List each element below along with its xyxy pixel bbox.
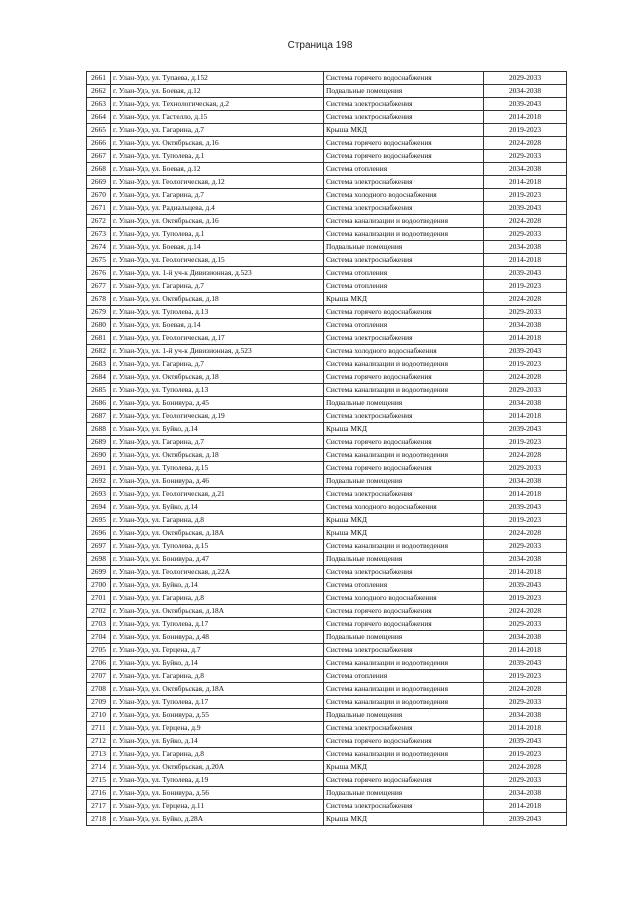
system-cell: Система канализации и водоотведения	[324, 748, 484, 761]
row-number-cell: 2677	[87, 280, 111, 293]
row-number-cell: 2704	[87, 631, 111, 644]
row-number-cell: 2668	[87, 163, 111, 176]
system-cell: Система холодного водоснабжения	[324, 592, 484, 605]
period-cell: 2029-2033	[484, 774, 567, 787]
system-cell: Подвальные помещения	[324, 553, 484, 566]
row-number-cell: 2709	[87, 696, 111, 709]
table-row	[87, 566, 567, 579]
table-row	[87, 644, 567, 657]
period-cell: 2034-2038	[484, 85, 567, 98]
table-row	[87, 683, 567, 696]
table-row	[87, 514, 567, 527]
system-cell: Система горячего водоснабжения	[324, 137, 484, 150]
address-cell: г. Улан-Удэ, ул. Боевая, д.14	[111, 319, 324, 332]
system-cell: Система электроснабжения	[324, 202, 484, 215]
period-cell: 2034-2038	[484, 319, 567, 332]
period-cell: 2034-2038	[484, 163, 567, 176]
system-cell: Система канализации и водоотведения	[324, 696, 484, 709]
row-number-cell: 2707	[87, 670, 111, 683]
system-cell: Крыша МКД	[324, 423, 484, 436]
system-cell: Система электроснабжения	[324, 410, 484, 423]
address-cell: г. Улан-Удэ, ул. Буйко, д.14	[111, 657, 324, 670]
system-cell: Система горячего водоснабжения	[324, 605, 484, 618]
period-cell: 2039-2043	[484, 267, 567, 280]
row-number-cell: 2703	[87, 618, 111, 631]
system-cell: Система электроснабжения	[324, 566, 484, 579]
system-cell: Система электроснабжения	[324, 111, 484, 124]
table-row	[87, 241, 567, 254]
row-number-cell: 2674	[87, 241, 111, 254]
table-row	[87, 696, 567, 709]
row-number-cell: 2702	[87, 605, 111, 618]
table-row	[87, 228, 567, 241]
page-title: Страница 198	[287, 40, 353, 51]
row-number-cell: 2706	[87, 657, 111, 670]
period-cell: 2024-2028	[484, 449, 567, 462]
system-cell: Система горячего водоснабжения	[324, 371, 484, 384]
address-cell: г. Улан-Удэ, ул. Бонивура, д.48	[111, 631, 324, 644]
table-row	[87, 527, 567, 540]
table-row	[87, 436, 567, 449]
system-cell: Система горячего водоснабжения	[324, 774, 484, 787]
system-cell: Система холодного водоснабжения	[324, 189, 484, 202]
row-number-cell: 2693	[87, 488, 111, 501]
row-number-cell: 2661	[87, 72, 111, 85]
system-cell: Система отопления	[324, 670, 484, 683]
row-number-cell: 2682	[87, 345, 111, 358]
table-row	[87, 267, 567, 280]
row-number-cell: 2662	[87, 85, 111, 98]
address-cell: г. Улан-Удэ, ул. Туполева, д.13	[111, 306, 324, 319]
system-cell: Система отопления	[324, 280, 484, 293]
period-cell: 2039-2043	[484, 813, 567, 826]
period-cell: 2029-2033	[484, 228, 567, 241]
table-row	[87, 85, 567, 98]
address-cell: г. Улан-Удэ, ул. Герцена, д.11	[111, 800, 324, 813]
table-row	[87, 332, 567, 345]
row-number-cell: 2698	[87, 553, 111, 566]
row-number-cell: 2699	[87, 566, 111, 579]
period-cell: 2014-2018	[484, 800, 567, 813]
table-row	[87, 319, 567, 332]
period-cell: 2014-2018	[484, 722, 567, 735]
table-row	[87, 579, 567, 592]
address-cell: г. Улан-Удэ, ул. Геологическая, д.19	[111, 410, 324, 423]
table-row	[87, 657, 567, 670]
system-cell: Система горячего водоснабжения	[324, 436, 484, 449]
address-cell: г. Улан-Удэ, ул. Гагарина, д.7	[111, 189, 324, 202]
period-cell: 2034-2038	[484, 553, 567, 566]
row-number-cell: 2718	[87, 813, 111, 826]
period-cell: 2024-2028	[484, 761, 567, 774]
row-number-cell: 2687	[87, 410, 111, 423]
period-cell: 2034-2038	[484, 631, 567, 644]
table-row	[87, 137, 567, 150]
row-number-cell: 2683	[87, 358, 111, 371]
system-cell: Крыша МКД	[324, 813, 484, 826]
table-body	[87, 72, 567, 826]
address-cell: г. Улан-Удэ, ул. Туполева, д.1	[111, 228, 324, 241]
row-number-cell: 2681	[87, 332, 111, 345]
address-cell: г. Улан-Удэ, ул. Октябрьская, д.18А	[111, 683, 324, 696]
period-cell: 2019-2023	[484, 514, 567, 527]
table-row	[87, 189, 567, 202]
table-row	[87, 397, 567, 410]
table-row	[87, 111, 567, 124]
period-cell: 2024-2028	[484, 683, 567, 696]
period-cell: 2029-2033	[484, 384, 567, 397]
period-cell: 2014-2018	[484, 410, 567, 423]
period-cell: 2019-2023	[484, 436, 567, 449]
system-cell: Система канализации и водоотведения	[324, 657, 484, 670]
system-cell: Система горячего водоснабжения	[324, 306, 484, 319]
row-number-cell: 2665	[87, 124, 111, 137]
address-cell: г. Улан-Удэ, ул. Бонивура, д.46	[111, 475, 324, 488]
row-number-cell: 2686	[87, 397, 111, 410]
system-cell: Система электроснабжения	[324, 254, 484, 267]
row-number-cell: 2689	[87, 436, 111, 449]
row-number-cell: 2717	[87, 800, 111, 813]
address-cell: г. Улан-Удэ, ул. Боевая, д.12	[111, 163, 324, 176]
row-number-cell: 2684	[87, 371, 111, 384]
system-cell: Система отопления	[324, 579, 484, 592]
address-cell: г. Улан-Удэ, ул. 1-й уч-к Дивизионная, д.523	[111, 267, 324, 280]
system-cell: Крыша МКД	[324, 527, 484, 540]
system-cell: Система электроснабжения	[324, 176, 484, 189]
row-number-cell: 2685	[87, 384, 111, 397]
period-cell: 2019-2023	[484, 124, 567, 137]
system-cell: Система электроснабжения	[324, 722, 484, 735]
system-cell: Система горячего водоснабжения	[324, 72, 484, 85]
table-row	[87, 709, 567, 722]
row-number-cell: 2696	[87, 527, 111, 540]
row-number-cell: 2690	[87, 449, 111, 462]
address-cell: г. Улан-Удэ, ул. Гагарина, д.7	[111, 280, 324, 293]
row-number-cell: 2691	[87, 462, 111, 475]
table-row	[87, 124, 567, 137]
table-row	[87, 748, 567, 761]
address-cell: г. Улан-Удэ, ул. Туполева, д.17	[111, 696, 324, 709]
row-number-cell: 2671	[87, 202, 111, 215]
table-row	[87, 449, 567, 462]
address-cell: г. Улан-Удэ, ул. Гагарина, д.7	[111, 124, 324, 137]
row-number-cell: 2669	[87, 176, 111, 189]
period-cell: 2029-2033	[484, 540, 567, 553]
row-number-cell: 2697	[87, 540, 111, 553]
period-cell: 2039-2043	[484, 423, 567, 436]
table-row	[87, 150, 567, 163]
row-number-cell: 2713	[87, 748, 111, 761]
address-cell: г. Улан-Удэ, ул. Октябрьская, д.18	[111, 449, 324, 462]
period-cell: 2019-2023	[484, 280, 567, 293]
table-row	[87, 72, 567, 85]
system-cell: Система канализации и водоотведения	[324, 215, 484, 228]
address-cell: г. Улан-Удэ, ул. Туполева, д.19	[111, 774, 324, 787]
table-row	[87, 176, 567, 189]
system-cell: Система отопления	[324, 319, 484, 332]
table-row	[87, 540, 567, 553]
period-cell: 2019-2023	[484, 189, 567, 202]
table-row	[87, 592, 567, 605]
row-number-cell: 2672	[87, 215, 111, 228]
system-cell: Система холодного водоснабжения	[324, 501, 484, 514]
period-cell: 2024-2028	[484, 605, 567, 618]
system-cell: Система канализации и водоотведения	[324, 449, 484, 462]
table-row	[87, 293, 567, 306]
row-number-cell: 2714	[87, 761, 111, 774]
period-cell: 2039-2043	[484, 657, 567, 670]
system-cell: Система отопления	[324, 267, 484, 280]
row-number-cell: 2708	[87, 683, 111, 696]
table-row	[87, 501, 567, 514]
address-cell: г. Улан-Удэ, ул. Гагарина, д.7	[111, 436, 324, 449]
system-cell: Крыша МКД	[324, 761, 484, 774]
period-cell: 2024-2028	[484, 371, 567, 384]
table-row	[87, 358, 567, 371]
table-row	[87, 280, 567, 293]
row-number-cell: 2716	[87, 787, 111, 800]
address-cell: г. Улан-Удэ, ул. Геологическая, д.15	[111, 254, 324, 267]
table-row	[87, 670, 567, 683]
period-cell: 2024-2028	[484, 293, 567, 306]
table-row	[87, 813, 567, 826]
period-cell: 2014-2018	[484, 332, 567, 345]
table-row	[87, 761, 567, 774]
period-cell: 2034-2038	[484, 787, 567, 800]
address-cell: г. Улан-Удэ, ул. Октябрьская, д.18А	[111, 527, 324, 540]
address-cell: г. Улан-Удэ, ул. Технологическая, д.2	[111, 98, 324, 111]
address-cell: г. Улан-Удэ, ул. Гагарина, д.7	[111, 358, 324, 371]
row-number-cell: 2667	[87, 150, 111, 163]
system-cell: Подвальные помещения	[324, 709, 484, 722]
address-cell: г. Улан-Удэ, ул. Геологическая, д.12	[111, 176, 324, 189]
system-cell: Крыша МКД	[324, 124, 484, 137]
system-cell: Система электроснабжения	[324, 488, 484, 501]
address-cell: г. Улан-Удэ, ул. Октябрьская, д.16	[111, 215, 324, 228]
period-cell: 2034-2038	[484, 475, 567, 488]
table-row	[87, 215, 567, 228]
system-cell: Система холодного водоснабжения	[324, 345, 484, 358]
address-cell: г. Улан-Удэ, ул. Гагарина, д.8	[111, 670, 324, 683]
table-row	[87, 787, 567, 800]
table-row	[87, 163, 567, 176]
address-cell: г. Улан-Удэ, ул. Бонивура, д.55	[111, 709, 324, 722]
row-number-cell: 2711	[87, 722, 111, 735]
period-cell: 2029-2033	[484, 696, 567, 709]
system-cell: Крыша МКД	[324, 514, 484, 527]
system-cell: Система отопления	[324, 163, 484, 176]
table-row	[87, 254, 567, 267]
period-cell: 2019-2023	[484, 592, 567, 605]
table-row	[87, 462, 567, 475]
table-row	[87, 631, 567, 644]
address-cell: г. Улан-Удэ, ул. Бонивура, д.56	[111, 787, 324, 800]
row-number-cell: 2675	[87, 254, 111, 267]
row-number-cell: 2695	[87, 514, 111, 527]
table-row	[87, 722, 567, 735]
period-cell: 2024-2028	[484, 215, 567, 228]
address-cell: г. Улан-Удэ, ул. Буйко, д.14	[111, 735, 324, 748]
period-cell: 2039-2043	[484, 579, 567, 592]
system-cell: Подвальные помещения	[324, 397, 484, 410]
period-cell: 2029-2033	[484, 150, 567, 163]
table-row	[87, 800, 567, 813]
address-cell: г. Улан-Удэ, ул. Геологическая, д.21	[111, 488, 324, 501]
period-cell: 2024-2028	[484, 527, 567, 540]
period-cell: 2034-2038	[484, 709, 567, 722]
row-number-cell: 2666	[87, 137, 111, 150]
system-cell: Крыша МКД	[324, 293, 484, 306]
system-cell: Подвальные помещения	[324, 787, 484, 800]
address-cell: г. Улан-Удэ, ул. Геологическая, д.17	[111, 332, 324, 345]
address-cell: г. Улан-Удэ, ул. Гагарина, д.8	[111, 514, 324, 527]
table-row	[87, 618, 567, 631]
period-cell: 2014-2018	[484, 644, 567, 657]
system-cell: Система канализации и водоотведения	[324, 540, 484, 553]
table-row	[87, 735, 567, 748]
address-cell: г. Улан-Удэ, ул. Октябрьская, д.18	[111, 371, 324, 384]
period-cell: 2014-2018	[484, 254, 567, 267]
system-cell: Система электроснабжения	[324, 332, 484, 345]
system-cell: Система электроснабжения	[324, 800, 484, 813]
table-row	[87, 306, 567, 319]
period-cell: 2029-2033	[484, 462, 567, 475]
table-row	[87, 371, 567, 384]
system-cell: Подвальные помещения	[324, 85, 484, 98]
address-cell: г. Улан-Удэ, ул. Герцена, д.9	[111, 722, 324, 735]
address-cell: г. Улан-Удэ, ул. Тупаева, д.152	[111, 72, 324, 85]
system-cell: Система горячего водоснабжения	[324, 618, 484, 631]
address-cell: г. Улан-Удэ, ул. Геологическая, д.22А	[111, 566, 324, 579]
period-cell: 2014-2018	[484, 566, 567, 579]
period-cell: 2029-2033	[484, 306, 567, 319]
address-cell: г. Улан-Удэ, ул. Буйко, д.28А	[111, 813, 324, 826]
period-cell: 2029-2033	[484, 618, 567, 631]
row-number-cell: 2694	[87, 501, 111, 514]
address-cell: г. Улан-Удэ, ул. Боевая, д.14	[111, 241, 324, 254]
address-cell: г. Улан-Удэ, ул. Октябрьская, д.20А	[111, 761, 324, 774]
period-cell: 2019-2023	[484, 670, 567, 683]
address-cell: г. Улан-Удэ, ул. Гагарина, д.8	[111, 748, 324, 761]
row-number-cell: 2678	[87, 293, 111, 306]
row-number-cell: 2701	[87, 592, 111, 605]
period-cell: 2019-2023	[484, 748, 567, 761]
period-cell: 2014-2018	[484, 176, 567, 189]
address-cell: г. Улан-Удэ, ул. Октябрьская, д.16	[111, 137, 324, 150]
period-cell: 2019-2023	[484, 358, 567, 371]
table-row	[87, 475, 567, 488]
table-row	[87, 774, 567, 787]
address-cell: г. Улан-Удэ, ул. Бонивура, д.45	[111, 397, 324, 410]
system-cell: Подвальные помещения	[324, 241, 484, 254]
period-cell: 2039-2043	[484, 735, 567, 748]
address-cell: г. Улан-Удэ, ул. Боевая, д.12	[111, 85, 324, 98]
period-cell: 2034-2038	[484, 397, 567, 410]
period-cell: 2024-2028	[484, 137, 567, 150]
period-cell: 2039-2043	[484, 98, 567, 111]
address-cell: г. Улан-Удэ, ул. Гагарина, д.8	[111, 592, 324, 605]
row-number-cell: 2710	[87, 709, 111, 722]
system-cell: Система горячего водоснабжения	[324, 150, 484, 163]
address-cell: г. Улан-Удэ, ул. Герцена, д.7	[111, 644, 324, 657]
row-number-cell: 2679	[87, 306, 111, 319]
table-row	[87, 345, 567, 358]
table-row	[87, 202, 567, 215]
address-cell: г. Улан-Удэ, ул. Туполева, д.13	[111, 384, 324, 397]
system-cell: Система электроснабжения	[324, 98, 484, 111]
repair-schedule-table	[86, 71, 567, 826]
system-cell: Система электроснабжения	[324, 644, 484, 657]
table-row	[87, 410, 567, 423]
address-cell: г. Улан-Удэ, ул. Октябрьская, д.18А	[111, 605, 324, 618]
table-row	[87, 384, 567, 397]
period-cell: 2039-2043	[484, 345, 567, 358]
table-row	[87, 98, 567, 111]
system-cell: Подвальные помещения	[324, 631, 484, 644]
row-number-cell: 2705	[87, 644, 111, 657]
row-number-cell: 2715	[87, 774, 111, 787]
system-cell: Система горячего водоснабжения	[324, 462, 484, 475]
system-cell: Система канализации и водоотведения	[324, 228, 484, 241]
row-number-cell: 2692	[87, 475, 111, 488]
address-cell: г. Улан-Удэ, ул. Гастелло, д.15	[111, 111, 324, 124]
system-cell: Система канализации и водоотведения	[324, 384, 484, 397]
address-cell: г. Улан-Удэ, ул. Буйко, д.14	[111, 579, 324, 592]
address-cell: г. Улан-Удэ, ул. Бонивура, д.47	[111, 553, 324, 566]
period-cell: 2029-2033	[484, 72, 567, 85]
system-cell: Система канализации и водоотведения	[324, 683, 484, 696]
period-cell: 2039-2043	[484, 202, 567, 215]
period-cell: 2034-2038	[484, 241, 567, 254]
address-cell: г. Улан-Удэ, ул. 1-й уч-к Дивизионная, д.523	[111, 345, 324, 358]
row-number-cell: 2664	[87, 111, 111, 124]
address-cell: г. Улан-Удэ, ул. Туполева, д.15	[111, 462, 324, 475]
row-number-cell: 2688	[87, 423, 111, 436]
address-cell: г. Улан-Удэ, ул. Радиальцева, д.4	[111, 202, 324, 215]
table-row	[87, 423, 567, 436]
address-cell: г. Улан-Удэ, ул. Туполева, д.1	[111, 150, 324, 163]
table-row	[87, 605, 567, 618]
period-cell: 2014-2018	[484, 111, 567, 124]
table-row	[87, 553, 567, 566]
address-cell: г. Улан-Удэ, ул. Буйко, д.14	[111, 423, 324, 436]
row-number-cell: 2712	[87, 735, 111, 748]
row-number-cell: 2670	[87, 189, 111, 202]
row-number-cell: 2663	[87, 98, 111, 111]
row-number-cell: 2680	[87, 319, 111, 332]
row-number-cell: 2700	[87, 579, 111, 592]
address-cell: г. Улан-Удэ, ул. Октябрьская, д.18	[111, 293, 324, 306]
system-cell: Система канализации и водоотведения	[324, 358, 484, 371]
row-number-cell: 2673	[87, 228, 111, 241]
system-cell: Подвальные помещения	[324, 475, 484, 488]
row-number-cell: 2676	[87, 267, 111, 280]
address-cell: г. Улан-Удэ, ул. Туполева, д.17	[111, 618, 324, 631]
period-cell: 2039-2043	[484, 501, 567, 514]
table-row	[87, 488, 567, 501]
address-cell: г. Улан-Удэ, ул. Буйко, д.14	[111, 501, 324, 514]
address-cell: г. Улан-Удэ, ул. Туполева, д.15	[111, 540, 324, 553]
system-cell: Система горячего водоснабжения	[324, 735, 484, 748]
period-cell: 2014-2018	[484, 488, 567, 501]
